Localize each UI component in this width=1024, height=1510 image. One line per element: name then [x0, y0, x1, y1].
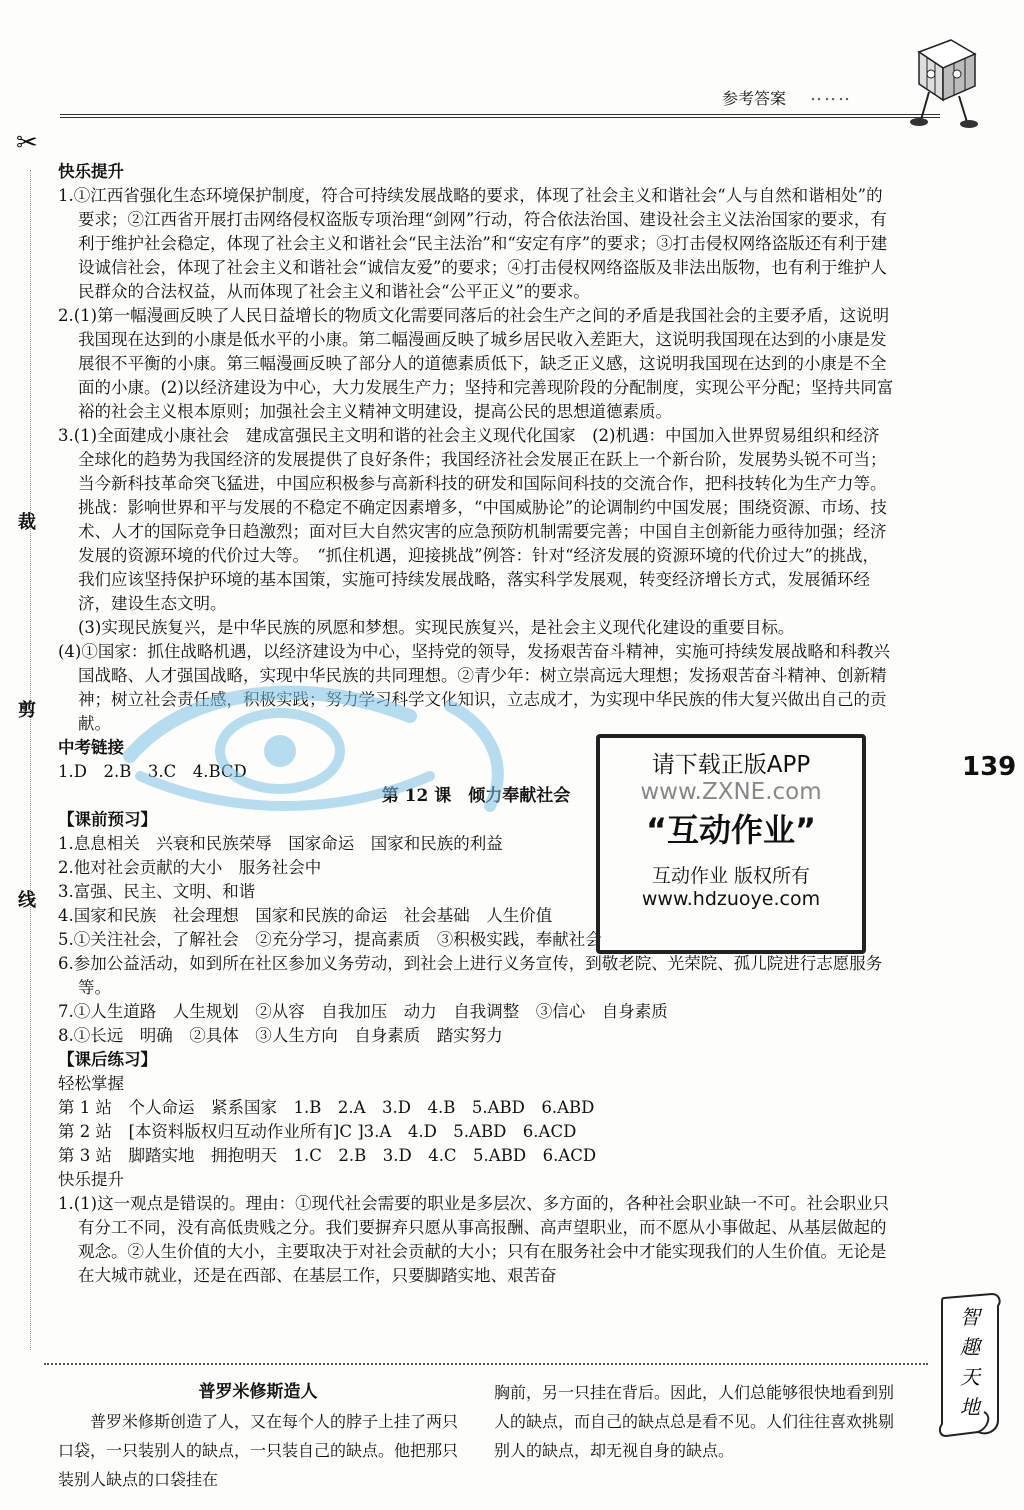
answer-item: (4)①国家：抓住战略机遇，以经济建设为中心，坚持党的领导，发扬艰苦奋斗精神，实施可持续发展战略和科教兴国战略、人才强国战略，实现中华民族的共同理想。②青少年：树立崇高远大理想；发扬艰苦奋斗精神、创新精神；树立社会责任感，积极实践；努力学习科学文化知识，立志成才，为实现中华民族的伟大复兴做出自己的贡献。: [58, 642, 890, 733]
answer-item: 4.国家和民族 社会理想 国家和民族的命运 社会基础 人生价值: [58, 906, 553, 925]
answer-item: 7.①人生道路 人生规划 ②从容 自我加压 动力 自我调整 ③信心 自身素质: [58, 1002, 668, 1021]
sub-heading: 轻松掌握: [58, 1074, 124, 1093]
sub-heading: 快乐提升: [58, 1170, 124, 1189]
scissors-icon: ✂: [16, 128, 38, 158]
deco-char: 地: [960, 1395, 980, 1419]
story-text: 普罗米修斯创造了人，又在每个人的脖子上挂了两只口袋，一只装别人的缺点，一只装自己的缺点。他把那只装别人缺点的口袋挂在: [58, 1412, 459, 1489]
answer-item: 3.(1)全面建成小康社会 建成富强民主文明和谐的社会主义现代化国家 (2)机遇：中国加入世界贸易组织和经济全球化的趋势为我国经济的发展提供了良好条件；我国经济社会发展正在跃上一个新台阶，发展势头锐不可当；当今新科技革命突飞猛进，中国应积极参与高新科技的研发和国际间科技的交流合作，把科技转化为生产力等。 挑战：影响世界和平与发展的不稳定不确定因素增多，“中国威胁论”的论调制约中国发展；围绕资源、市场、技术、人才的国际竞争日趋激烈；面对巨大自然灾害的应急预防机制需要完善；中国自主创新能力亟待加强；经济发展的资源环境的代价过大等。 “抓住机遇，迎接挑战”例答：针对“经济发展的资源环境的代价过大”的挑战，我们应该坚持保护环境的基本国策，实施可持续发展战略，落实科学发展观，转变经济增长方式，发展循环经济，建设生态文明。: [58, 426, 895, 613]
section-heading: 【课前预习】: [58, 810, 157, 829]
cube-mascot-icon: [905, 30, 985, 130]
station-answers: 第 2 站 [本资料版权归互动作业所有]C ]3.A 4.D 5.ABD 6.ACD: [58, 1122, 577, 1141]
header-rule: [60, 114, 940, 118]
stamp-url: www.hdzuoye.com: [641, 888, 821, 910]
answer-item: 2.(1)第一幅漫画反映了人民日益增长的物质文化需要同落后的社会生产之间的矛盾是我国社会的主要矛盾，这说明我国现在达到的小康是低水平的小康。第二幅漫画反映了城乡居民收入差距大，这说明我国现在达到的小康是发展很不平衡的小康。第三幅漫画反映了部分人的道德素质低下，缺乏正义感，这说明我国现在达到的小康是不全面的小康。(2)以经济建设为中心，大力发展生产力；坚持和完善现阶段的分配制度，实现公平分配；坚持共同富裕的社会主义根本原则；加强社会主义精神文明建设，提高公民的思想道德素质。: [58, 306, 894, 421]
answer-item: (3)实现民族复兴，是中华民族的夙愿和梦想。实现民族复兴，是社会主义现代化建设的重要目标。: [78, 618, 795, 637]
scroll-decoration-icon: [932, 1290, 1012, 1440]
stamp-line: www.ZXNE.com: [640, 779, 822, 805]
answer-item: 1.D 2.B 3.C 4.BCD: [58, 762, 247, 781]
story-text: 胸前，另一只挂在背后。因此，人们总能够很快地看到别人的缺点，而自己的缺点总是看不见。人们往往喜欢挑剔别人的缺点，却无视自身的缺点。: [494, 1383, 895, 1460]
deco-char: 智: [960, 1305, 980, 1329]
stamp-title: “互动作业”: [645, 811, 817, 849]
bottom-divider: [44, 1363, 928, 1365]
stamp-line: 互动作业 版权所有: [651, 865, 811, 887]
story-left-column: [58, 1378, 458, 1494]
station-answers: 第 1 站 个人命运 紧系国家 1.B 2.A 3.D 4.B 5.ABD 6.ABD: [58, 1098, 595, 1117]
deco-char: 趣: [960, 1335, 980, 1359]
page-number: 139: [962, 752, 1017, 782]
section-heading: 快乐提升: [58, 162, 124, 181]
copyright-stamp: [596, 734, 866, 954]
story-right-column: [494, 1378, 894, 1465]
header-dots: ‥‥‥: [810, 84, 853, 105]
deco-char: 天: [960, 1365, 980, 1389]
lesson-title: 第 12 课 倾力奉献社会: [381, 786, 571, 806]
watermark-logo-icon: [110, 666, 610, 826]
stamp-line: 请下载正版APP: [651, 752, 811, 778]
answer-item: 6.参加公益活动，如到所在社区参加义务劳动，到社会上进行义务宣传，到敬老院、光荣院、孤儿院进行志愿服务等。: [58, 954, 883, 997]
cut-label-3: 线: [18, 890, 36, 911]
answer-item: 2.他对社会贡献的大小 服务社会中: [58, 858, 322, 877]
answer-item: 1.(1)这一观点是错误的。理由：①现代社会需要的职业是多层次、多方面的，各种社会职业缺一不可。社会职业只有分工不同，没有高低贵贱之分。我们要摒弃只愿从事高报酬、高声望职业，而不愿从小事做起、从基层做起的观念。②人生价值的大小，主要取决于对社会贡献的大小；只有在服务社会中才能实现我们的人生价值。无论是在大城市就业，还是在西部、在基层工作，只要脚踏实地、艰苦奋: [58, 1194, 890, 1285]
station-answers: 第 3 站 脚踏实地 拥抱明天 1.C 2.B 3.D 4.C 5.ABD 6.ACD: [58, 1146, 597, 1165]
answer-item: 1.①江西省强化生态环境保护制度，符合可持续发展战略的要求，体现了社会主义和谐社会“人与自然和谐相处”的要求；②江西省开展打击网络侵权盗版专项治理“剑网”行动，符合依法治国、建设社会主义法治国家的要求，有利于维护社会稳定，体现了社会主义和谐社会“民主法治”和“安定有序”的要求；③打击侵权网络盗版还有利于建设诚信社会，体现了社会主义和谐社会“诚信友爱”的要求；④打击侵权网络盗版及非法出版物，也有利于维护人民群众的合法权益，从而体现了社会主义和谐社会“公平正义”的要求。: [58, 186, 888, 301]
header-label: 参考答案: [722, 89, 787, 108]
story-title: 普罗米修斯造人: [198, 1382, 318, 1402]
cut-label-2: 剪: [18, 700, 36, 721]
answer-item: 1.息息相关 兴衰和民族荣辱 国家命运 国家和民族的利益: [58, 834, 503, 853]
section-heading: 中考链接: [58, 738, 124, 757]
cut-label-1: 裁: [18, 512, 36, 533]
answer-item: 5.①关注社会，了解社会 ②充分学习，提高素质 ③积极实践，奉献社会: [58, 930, 602, 949]
cut-line: [30, 170, 31, 1350]
section-heading: 【课后练习】: [58, 1050, 157, 1069]
answer-item: 3.富强、民主、文明、和谐: [58, 882, 256, 901]
answer-item: 8.①长远 明确 ②具体 ③人生方向 自身素质 踏实努力: [58, 1026, 503, 1045]
